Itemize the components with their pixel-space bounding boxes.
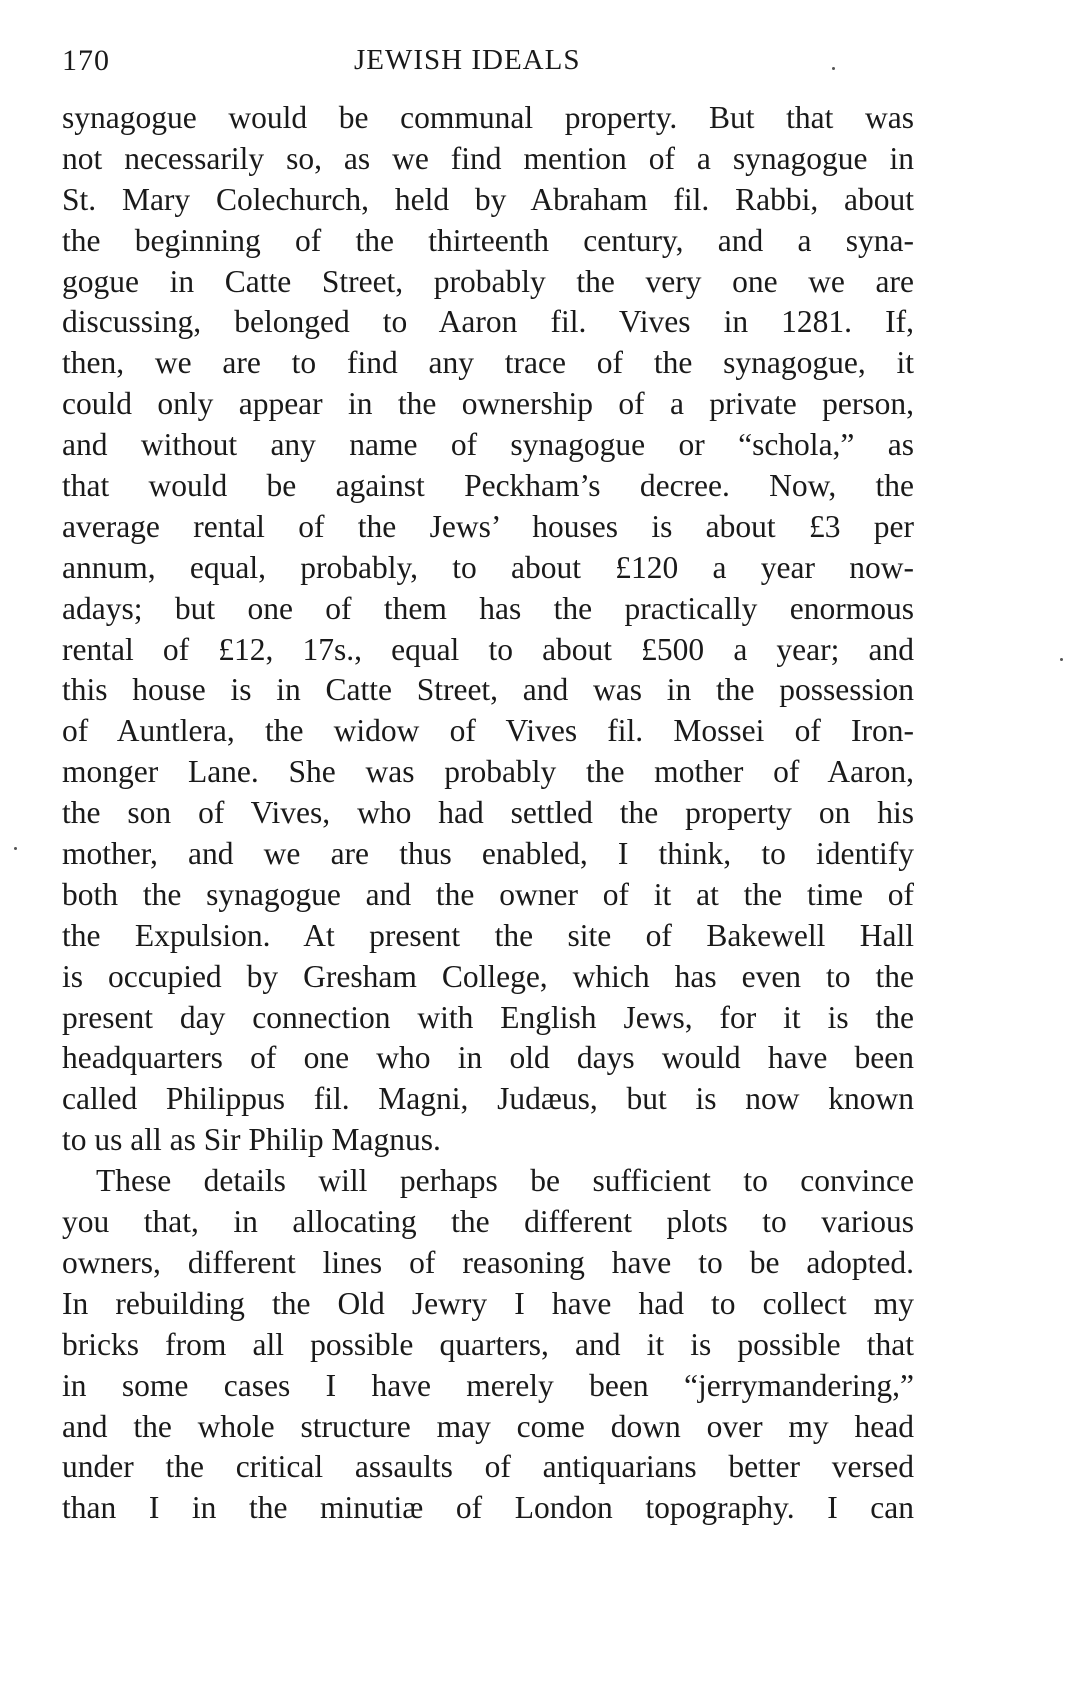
text-line: annum, equal, probably, to about £120 a year now- <box>62 549 914 585</box>
text-line: In rebuilding the Old Jewry I have had to collect my <box>62 1285 914 1321</box>
paragraph-1 <box>62 98 914 1161</box>
text-line: both the synagogue and the owner of it at the time of <box>62 876 914 912</box>
scan-speck <box>1060 658 1063 661</box>
text-line: monger Lane. She was probably the mother of Aaron, <box>62 754 914 790</box>
text-line: the Expulsion. At present the site of Bakewell Hall <box>62 917 914 953</box>
scan-speck <box>14 847 17 850</box>
text-line: the beginning of the thirteenth century, and a syna- <box>62 222 914 258</box>
text-line: rental of £12, 17s., equal to about £500 a year; and <box>62 631 914 667</box>
text-line: called Philippus fil. Magni, Judæus, but is now known <box>62 1081 914 1117</box>
text-line: adays; but one of them has the practically enormous <box>62 590 914 626</box>
text-line: These details will perhaps be sufficient to convince <box>96 1163 914 1199</box>
text-line: under the critical assaults of antiquarians better versed <box>62 1449 914 1485</box>
text-line: in some cases I have merely been “jerrymandering,” <box>62 1367 914 1403</box>
text-line: this house is in Catte Street, and was in the possession <box>62 672 914 708</box>
text-line: the son of Vives, who had settled the property on his <box>62 795 914 831</box>
text-line: is occupied by Gresham College, which has even to the <box>62 958 914 994</box>
text-line: St. Mary Colechurch, held by Abraham fil. Rabbi, about <box>62 181 914 217</box>
body-text <box>62 98 914 1529</box>
text-line: average rental of the Jews’ houses is about £3 per <box>62 508 914 544</box>
text-line: not necessarily so, as we find mention of a synagogue in <box>62 140 914 176</box>
text-line: to us all as Sir Philip Magnus. <box>62 1122 441 1158</box>
text-line: mother, and we are thus enabled, I think, to identify <box>62 836 914 872</box>
text-line: owners, different lines of reasoning have to be adopted. <box>62 1244 914 1280</box>
page-number: 170 <box>62 44 110 77</box>
text-line: of Auntlera, the widow of Vives fil. Mossei of Iron- <box>62 713 914 749</box>
text-line: bricks from all possible quarters, and it is possible that <box>62 1326 914 1362</box>
text-line: could only appear in the ownership of a private person, <box>62 386 914 422</box>
text-line: present day connection with English Jews, for it is the <box>62 999 914 1035</box>
text-line: and the whole structure may come down over my head <box>62 1408 914 1444</box>
text-line: than I in the minutiæ of London topography. I can <box>62 1490 914 1526</box>
text-line: discussing, belonged to Aaron fil. Vives in 1281. If, <box>62 304 914 340</box>
text-line: gogue in Catte Street, probably the very one we are <box>62 263 914 299</box>
text-line: synagogue would be communal property. But that was <box>62 100 914 135</box>
text-line: and without any name of synagogue or “schola,” as <box>62 427 914 463</box>
scan-speck <box>832 67 835 70</box>
page-header <box>62 44 912 84</box>
text-line: then, we are to find any trace of the synagogue, it <box>62 345 914 381</box>
paragraph-2 <box>62 1161 914 1529</box>
text-line: you that, in allocating the different plots to various <box>62 1204 914 1240</box>
text-line: headquarters of one who in old days would have been <box>62 1040 914 1076</box>
text-line: that would be against Peckham’s decree. Now, the <box>62 468 914 504</box>
running-title: JEWISH IDEALS <box>354 44 581 76</box>
